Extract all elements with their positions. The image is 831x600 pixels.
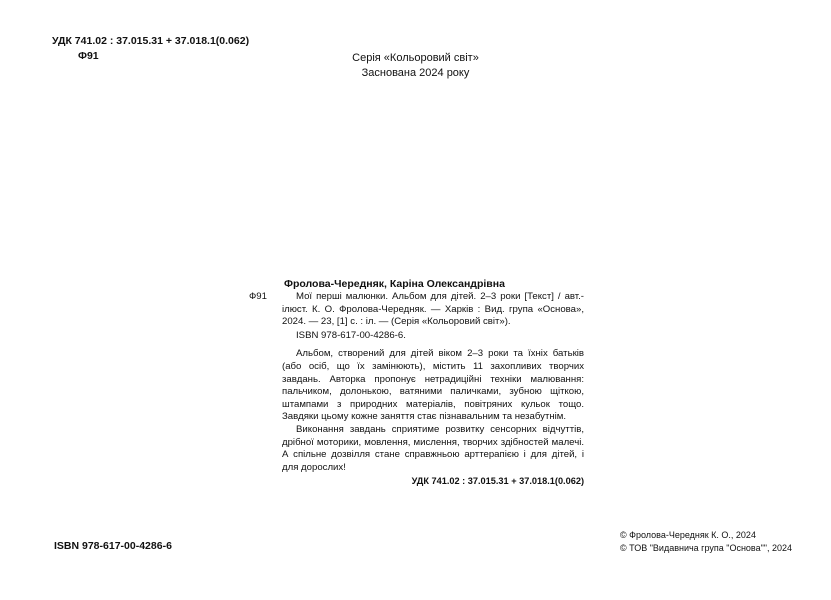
header-udk: УДК 741.02 : 37.015.31 + 37.018.1(0.062): [52, 35, 250, 47]
series-founded: Заснована 2024 року: [361, 67, 470, 79]
card-isbn: ISBN 978-617-00-4286-6.: [296, 329, 406, 341]
card-author-code: Ф91: [249, 291, 267, 302]
copyright-author: © Фролова-Чередняк К. О., 2024: [620, 530, 756, 540]
card-author: Фролова-Чередняк, Каріна Олександрівна: [284, 278, 505, 290]
card-annotation-paragraph-2: Виконання завдань сприятиме розвитку сенсорних відчуттів, дрібної моторики, мовлення, мислення, творчих здібностей малечі. А спільне дозвілля стане справжньою арттерапією і для дітей, і для дорослих!: [282, 423, 584, 473]
footer-copyright: [620, 529, 792, 555]
catalog-card: [249, 277, 584, 488]
series-info: [0, 51, 831, 81]
series-title: Серія «Кольоровий світ»: [352, 52, 479, 64]
card-bibliographic-description: Мої перші малюнки. Альбом для дітей. 2–3 роки [Текст] / авт.-ілюст. К. О. Фролова-Чередняк. — Харків : Вид. група «Основа», 2024. — 23, [1] с. : іл. — (Серія «Кольоровий світ»).: [282, 291, 584, 328]
card-udk: УДК 741.02 : 37.015.31 + 37.018.1(0.062): [411, 476, 584, 487]
footer-isbn: ISBN 978-617-00-4286-6: [54, 540, 172, 552]
copyright-publisher: © ТОВ "Видавнича група "Основа"", 2024: [620, 543, 793, 553]
card-annotation-paragraph-1: Альбом, створений для дітей віком 2–3 роки та їхніх батьків (або осіб, що їх замінюють), містить 11 захопливих творчих завдань. Авторка пропонує нетрадиційні техніки малювання: пальчиком, долонькою, ватяними паличками, зубною щіткою, штампами з природних матеріалів, повітряних кульок тощо. Завдяки цьому кожне заняття стає пізнавальним та незабутнім.: [282, 348, 584, 423]
header-author-code: Ф91: [78, 50, 99, 62]
